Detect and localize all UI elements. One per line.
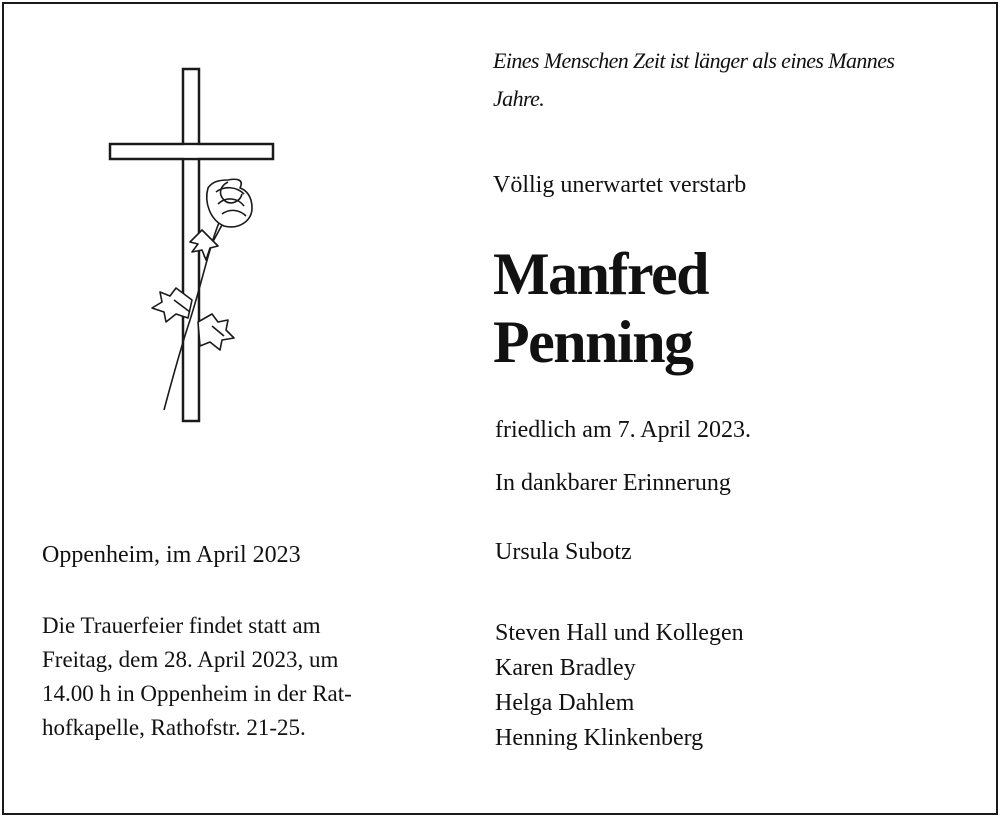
widow-name: Ursula Subotz (495, 539, 632, 565)
rose-icon (152, 179, 252, 410)
death-date: friedlich am 7. April 2023. (495, 417, 751, 443)
service-line: Die Trauerfeier findet statt am (42, 613, 321, 638)
service-line: 14.00 h in Oppenheim in der Rat- (42, 681, 352, 706)
mourner: Karen Bradley (495, 655, 636, 681)
deceased-name (493, 240, 708, 376)
quote-line-1: Eines Menschen Zeit ist länger als eines Mannes (493, 48, 895, 73)
mourner: Henning Klinkenberg (495, 725, 704, 751)
memory-text: In dankbarer Erinnerung (495, 470, 731, 496)
cross-icon (110, 69, 273, 421)
service-line: Freitag, dem 28. April 2023, um (42, 647, 339, 672)
mourner: Helga Dahlem (495, 690, 635, 716)
last-name: Penning (493, 309, 693, 375)
first-name: Manfred (493, 241, 709, 307)
quote (493, 42, 963, 118)
service-info (42, 609, 352, 745)
cross-rose-emblem (100, 60, 290, 430)
place-date: Oppenheim, im April 2023 (42, 542, 301, 568)
quote-line-2: Jahre. (493, 86, 545, 111)
mourner: Steven Hall und Kollegen (495, 620, 744, 646)
intro-text: Völlig unerwartet verstarb (493, 172, 747, 198)
service-line: hofkapelle, Rathofstr. 21-25. (42, 715, 306, 740)
mourners-list (495, 616, 744, 756)
